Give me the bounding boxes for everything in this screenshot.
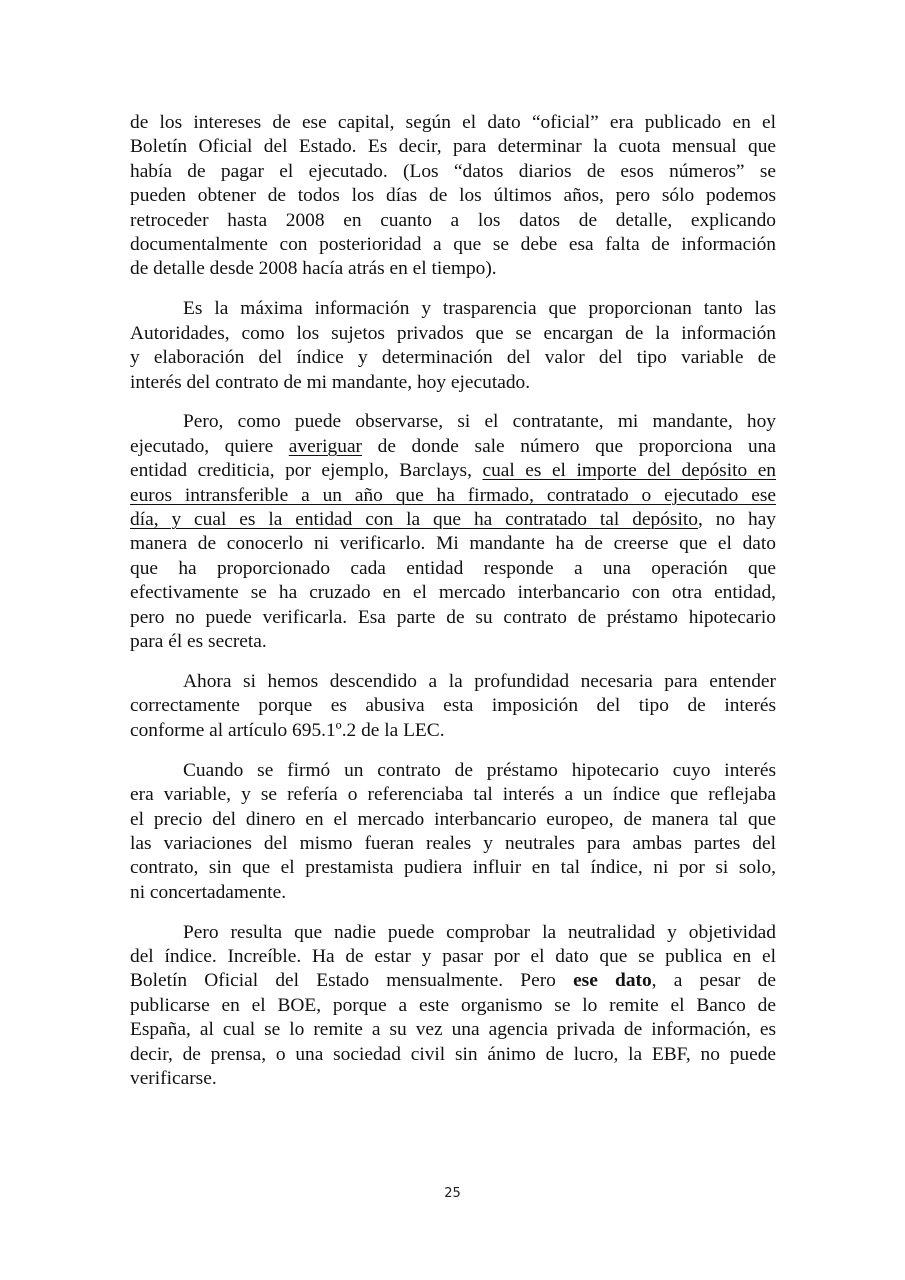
- text-segment: para él es secreta.: [130, 631, 267, 652]
- text-line: [130, 1067, 776, 1091]
- underlined-text: euros intransferible a un año que ha firmado, contratado o ejecutado ese: [130, 484, 776, 506]
- text-segment: verificarse.: [130, 1068, 217, 1090]
- text-segment: decir, de prensa, o una sociedad civil sin ánimo de lucro, la EBF, no puede: [130, 1043, 776, 1065]
- text-segment: correctamente porque es abusiva esta imposición del tipo de interés: [130, 695, 776, 717]
- document-body: [130, 111, 776, 1107]
- text-segment: ni concertadamente.: [130, 881, 287, 903]
- bold-text: ese dato: [573, 970, 652, 992]
- text-line: [130, 459, 776, 483]
- text-segment: Autoridades, como los sujetos privados que se encargan de la información: [130, 322, 776, 344]
- paragraph: [130, 921, 776, 1092]
- text-segment: Boletín Oficial del Estado. Es decir, para determinar la cuota mensual que: [130, 136, 776, 158]
- text-line: [130, 557, 776, 581]
- text-segment: de donde sale número que proporciona una: [362, 435, 776, 457]
- text-segment: Ahora si hemos descendido a la profundidad necesaria para entender: [183, 670, 776, 692]
- text-segment: que ha proporcionado cada entidad responde a una operación que: [130, 557, 776, 579]
- text-line: [130, 532, 776, 556]
- text-segment: Pero resulta que nadie puede comprobar la neutralidad y objetividad: [183, 921, 776, 943]
- text-line: [130, 160, 776, 184]
- text-line: [130, 670, 776, 694]
- paragraph: [130, 297, 776, 395]
- text-line: [130, 297, 776, 321]
- text-segment: Cuando se firmó un contrato de préstamo hipotecario cuyo interés: [183, 759, 776, 781]
- text-segment: conforme al artículo 695.1º.2 de la LEC.: [130, 719, 445, 741]
- text-segment: documentalmente con posterioridad a que se debe esa falta de información: [130, 233, 776, 255]
- text-segment: , a pesar de: [651, 970, 776, 992]
- text-segment: había de pagar el ejecutado. (Los “datos diarios de esos números” se: [130, 160, 776, 182]
- text-line: [130, 410, 776, 434]
- text-line: [130, 371, 776, 395]
- text-segment: efectivamente se ha cruzado en el mercado interbancario con otra entidad,: [130, 582, 776, 604]
- text-line: [130, 435, 776, 459]
- text-segment: pero no puede verificarla. Esa parte de su contrato de préstamo hipotecario: [130, 606, 776, 628]
- text-line: [130, 808, 776, 832]
- underlined-text: día, y cual es la entidad con la que ha contratado tal depósito: [130, 509, 698, 531]
- text-line: [130, 945, 776, 969]
- paragraph: [130, 759, 776, 905]
- text-line: [130, 135, 776, 159]
- text-segment: , no hay: [697, 509, 776, 531]
- text-line: [130, 881, 776, 905]
- text-line: [130, 783, 776, 807]
- underlined-text: cual es el importe del depósito en: [482, 460, 776, 482]
- text-line: [130, 921, 776, 945]
- text-line: [130, 606, 776, 630]
- text-line: [130, 969, 776, 993]
- page-number: 25: [444, 1186, 461, 1201]
- text-line: [130, 719, 776, 743]
- text-line: [130, 257, 776, 281]
- paragraph: [130, 670, 776, 743]
- paragraph: [130, 111, 776, 282]
- text-line: [130, 508, 776, 532]
- text-line: [130, 111, 776, 135]
- text-segment: las variaciones del mismo fueran reales y neutrales para ambas partes del: [130, 832, 776, 854]
- text-line: [130, 581, 776, 605]
- text-line: [130, 856, 776, 880]
- text-segment: de los intereses de ese capital, según el dato “oficial” era publicado en el: [130, 112, 776, 133]
- text-line: [130, 1018, 776, 1042]
- text-segment: Boletín Oficial del Estado mensualmente. Pero: [130, 970, 574, 992]
- text-line: [130, 484, 776, 508]
- text-line: [130, 209, 776, 233]
- text-segment: de detalle desde 2008 hacía atrás en el tiempo).: [130, 258, 497, 280]
- text-segment: publicarse en el BOE, porque a este organismo se lo remite el Banco de: [130, 994, 776, 1016]
- text-line: [130, 184, 776, 208]
- text-segment: interés del contrato de mi mandante, hoy ejecutado.: [130, 371, 531, 393]
- text-line: [130, 322, 776, 346]
- text-segment: retroceder hasta 2008 en cuanto a los datos de detalle, explicando: [130, 209, 776, 231]
- text-segment: ejecutado, quiere: [130, 435, 289, 457]
- text-segment: pueden obtener de todos los días de los últimos años, pero sólo podemos: [130, 185, 776, 207]
- text-segment: entidad crediticia, por ejemplo, Barclays,: [130, 460, 483, 482]
- text-segment: era variable, y se refería o referenciaba tal interés a un índice que reflejaba: [130, 784, 776, 806]
- text-segment: y elaboración del índice y determinación del valor del tipo variable de: [130, 347, 776, 369]
- text-segment: Pero, como puede observarse, si el contratante, mi mandante, hoy: [183, 411, 776, 433]
- text-line: [130, 630, 776, 654]
- text-segment: Es la máxima información y trasparencia que proporcionan tanto las: [183, 298, 776, 320]
- text-segment: del índice. Increíble. Ha de estar y pasar por el dato que se publica en el: [130, 946, 776, 968]
- text-segment: contrato, sin que el prestamista pudiera influir en tal índice, ni por si solo,: [130, 857, 776, 879]
- text-line: [130, 832, 776, 856]
- text-segment: España, al cual se lo remite a su vez una agencia privada de información, es: [130, 1019, 776, 1041]
- text-segment: manera de conocerlo ni verificarlo. Mi mandante ha de creerse que el dato: [130, 533, 776, 555]
- text-line: [130, 233, 776, 257]
- underlined-text: averiguar: [288, 435, 363, 457]
- text-line: [130, 346, 776, 370]
- paragraph: [130, 410, 776, 654]
- text-segment: el precio del dinero en el mercado interbancario europeo, de manera tal que: [130, 808, 776, 830]
- text-line: [130, 994, 776, 1018]
- text-line: [130, 759, 776, 783]
- text-line: [130, 694, 776, 718]
- text-line: [130, 1043, 776, 1067]
